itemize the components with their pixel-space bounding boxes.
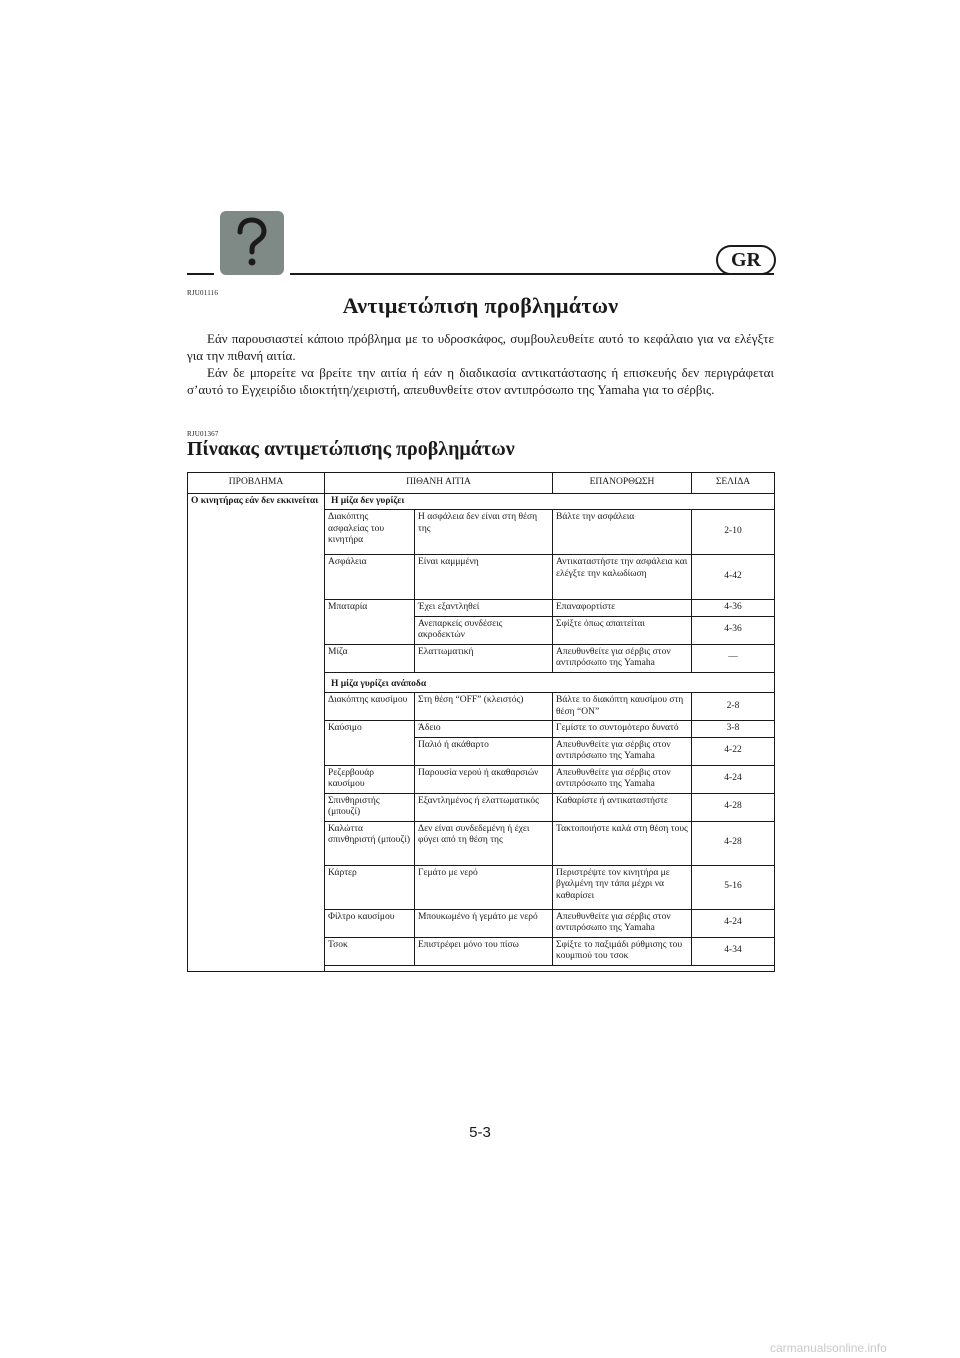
page-cell: 4-42 xyxy=(692,555,775,600)
subheading: Η μίζα δεν γυρίζει xyxy=(325,493,775,510)
table-header-row xyxy=(188,473,775,494)
page-cell: 4-24 xyxy=(692,909,775,937)
part-cell: Κάρτερ xyxy=(325,865,415,909)
cause-cell: Έχει εξαντληθεί xyxy=(415,600,553,617)
fix-cell: Επαναφορτίστε xyxy=(553,600,692,617)
cause-cell: Δεν είναι συνδεδεμένη ή έχει φύγει από τη θέση της xyxy=(415,821,553,865)
page-cell: 4-36 xyxy=(692,616,775,644)
subheading: Η μίζα γυρίζει ανάποδα xyxy=(325,672,775,693)
page-cell: 4-22 xyxy=(692,737,775,765)
fix-cell: Βάλτε το διακόπτη καυσίμου στη θέση “ON” xyxy=(553,693,692,721)
intro-paragraph-1: Εάν παρουσιαστεί κάποιο πρόβλημα με το υδροσκάφος, συμβουλευθείτε αυτό το κεφάλαιο για να ελέγξτε για την πιθανή αιτία. xyxy=(187,331,774,363)
fix-cell: Αντικαταστήστε την ασφάλεια και ελέγξτε την καλωδίωση xyxy=(553,555,692,600)
question-mark-icon xyxy=(220,211,284,275)
page-cell: 3-8 xyxy=(692,721,775,738)
page-cell: — xyxy=(692,644,775,672)
table-bottom-spacer xyxy=(325,965,775,971)
part-cell: Μπαταρία xyxy=(325,600,415,645)
cause-cell: Η ασφάλεια δεν είναι στη θέση της xyxy=(415,510,553,555)
cause-cell: Επιστρέφει μόνο του πίσω xyxy=(415,937,553,965)
part-cell: Καύσιμο xyxy=(325,721,415,766)
troubleshooting-table xyxy=(187,472,775,972)
cause-cell: Άδειο xyxy=(415,721,553,738)
page-cell: 2-10 xyxy=(692,510,775,555)
table-title: Πίνακας αντιμετώπισης προβλημάτων xyxy=(187,438,515,460)
fix-cell: Γεμίστε το συντομότερο δυνατό xyxy=(553,721,692,738)
header-page: ΣΕΛΙΔΑ xyxy=(692,473,775,494)
fix-cell: Απευθυνθείτε για σέρβις στον αντιπρόσωπο της Yamaha xyxy=(553,644,692,672)
section-code: RJU01116 xyxy=(187,289,219,297)
watermark-text: carmanualsonline.info xyxy=(770,1341,887,1355)
part-cell: Διακόπτης καυσίμου xyxy=(325,693,415,721)
cause-cell: Παλιό ή ακάθαρτο xyxy=(415,737,553,765)
section-code: RJU01367 xyxy=(187,430,219,438)
problem-cell: Ο κινητήρας εάν δεν εκκινείται xyxy=(188,493,325,971)
page-cell: 2-8 xyxy=(692,693,775,721)
page-cell: 5-16 xyxy=(692,865,775,909)
fix-cell: Απευθυνθείτε για σέρβις στον αντιπρόσωπο της Yamaha xyxy=(553,737,692,765)
cause-cell: Ανεπαρκείς συνδέσεις ακροδεκτών xyxy=(415,616,553,644)
header-fix: ΕΠΑΝΟΡΘΩΣΗ xyxy=(553,473,692,494)
page-title: Αντιμετώπιση προβλημάτων xyxy=(342,293,619,318)
header-rule-right xyxy=(290,273,774,275)
cause-cell: Παρουσία νερού ή ακαθαρσιών xyxy=(415,765,553,793)
page-cell: 4-36 xyxy=(692,600,775,617)
page-cell: 4-34 xyxy=(692,937,775,965)
part-cell: Ασφάλεια xyxy=(325,555,415,600)
language-badge: GR xyxy=(716,245,776,275)
part-cell: Φίλτρο καυσίμου xyxy=(325,909,415,937)
cause-cell: Εξαντλημένος ή ελαττωματικός xyxy=(415,793,553,821)
fix-cell: Απευθυνθείτε για σέρβις στον αντιπρόσωπο της Yamaha xyxy=(553,909,692,937)
table-row xyxy=(188,493,775,510)
cause-cell: Στη θέση “OFF” (κλειστός) xyxy=(415,693,553,721)
header-problem: ΠΡΟΒΛΗΜΑ xyxy=(188,473,325,494)
part-cell: Καλώττα σπινθηριστή (μπουζί) xyxy=(325,821,415,865)
intro-paragraph-2: Εάν δε μπορείτε να βρείτε την αιτία ή εάν η διαδικασία αντικατάστασης ή επισκευής δεν περιγράφεται σ’αυτό το Εγχειρίδιο ιδιοκτήτη/χειριστή, απευθυνθείτε στον αντιπρόσωπο της Yamaha για το σέρβις. xyxy=(187,365,774,397)
fix-cell: Σφίξτε όπως απαιτείται xyxy=(553,616,692,644)
cause-cell: Ελαττωματική xyxy=(415,644,553,672)
part-cell: Διακόπτης ασφαλείας του κινητήρα xyxy=(325,510,415,555)
cause-cell: Μπουκωμένο ή γεμάτο με νερό xyxy=(415,909,553,937)
fix-cell: Σφίξτε το παξιμάδι ρύθμισης του κουμπιού του τσοκ xyxy=(553,937,692,965)
fix-cell: Καθαρίστε ή αντικαταστήστε xyxy=(553,793,692,821)
page-cell: 4-28 xyxy=(692,821,775,865)
page-number: 5-3 xyxy=(469,1124,491,1141)
header-cause: ΠΙΘΑΝΗ ΑΙΤΙΑ xyxy=(325,473,553,494)
part-cell: Ρεζερβουάρ καυσίμου xyxy=(325,765,415,793)
cause-cell: Είναι καμμμένη xyxy=(415,555,553,600)
fix-cell: Περιστρέψτε τον κινητήρα με βγαλμένη την τάπα μέχρι να καθαρίσει xyxy=(553,865,692,909)
fix-cell: Απευθυνθείτε για σέρβις στον αντιπρόσωπο της Yamaha xyxy=(553,765,692,793)
cause-cell: Γεμάτο με νερό xyxy=(415,865,553,909)
part-cell: Τσοκ xyxy=(325,937,415,965)
part-cell: Σπινθηριστής (μπουζί) xyxy=(325,793,415,821)
fix-cell: Βάλτε την ασφάλεια xyxy=(553,510,692,555)
header-rule-left xyxy=(187,273,214,275)
part-cell: Μίζα xyxy=(325,644,415,672)
fix-cell: Τακτοποιήστε καλά στη θέση τους xyxy=(553,821,692,865)
page-cell: 4-24 xyxy=(692,765,775,793)
page-cell: 4-28 xyxy=(692,793,775,821)
